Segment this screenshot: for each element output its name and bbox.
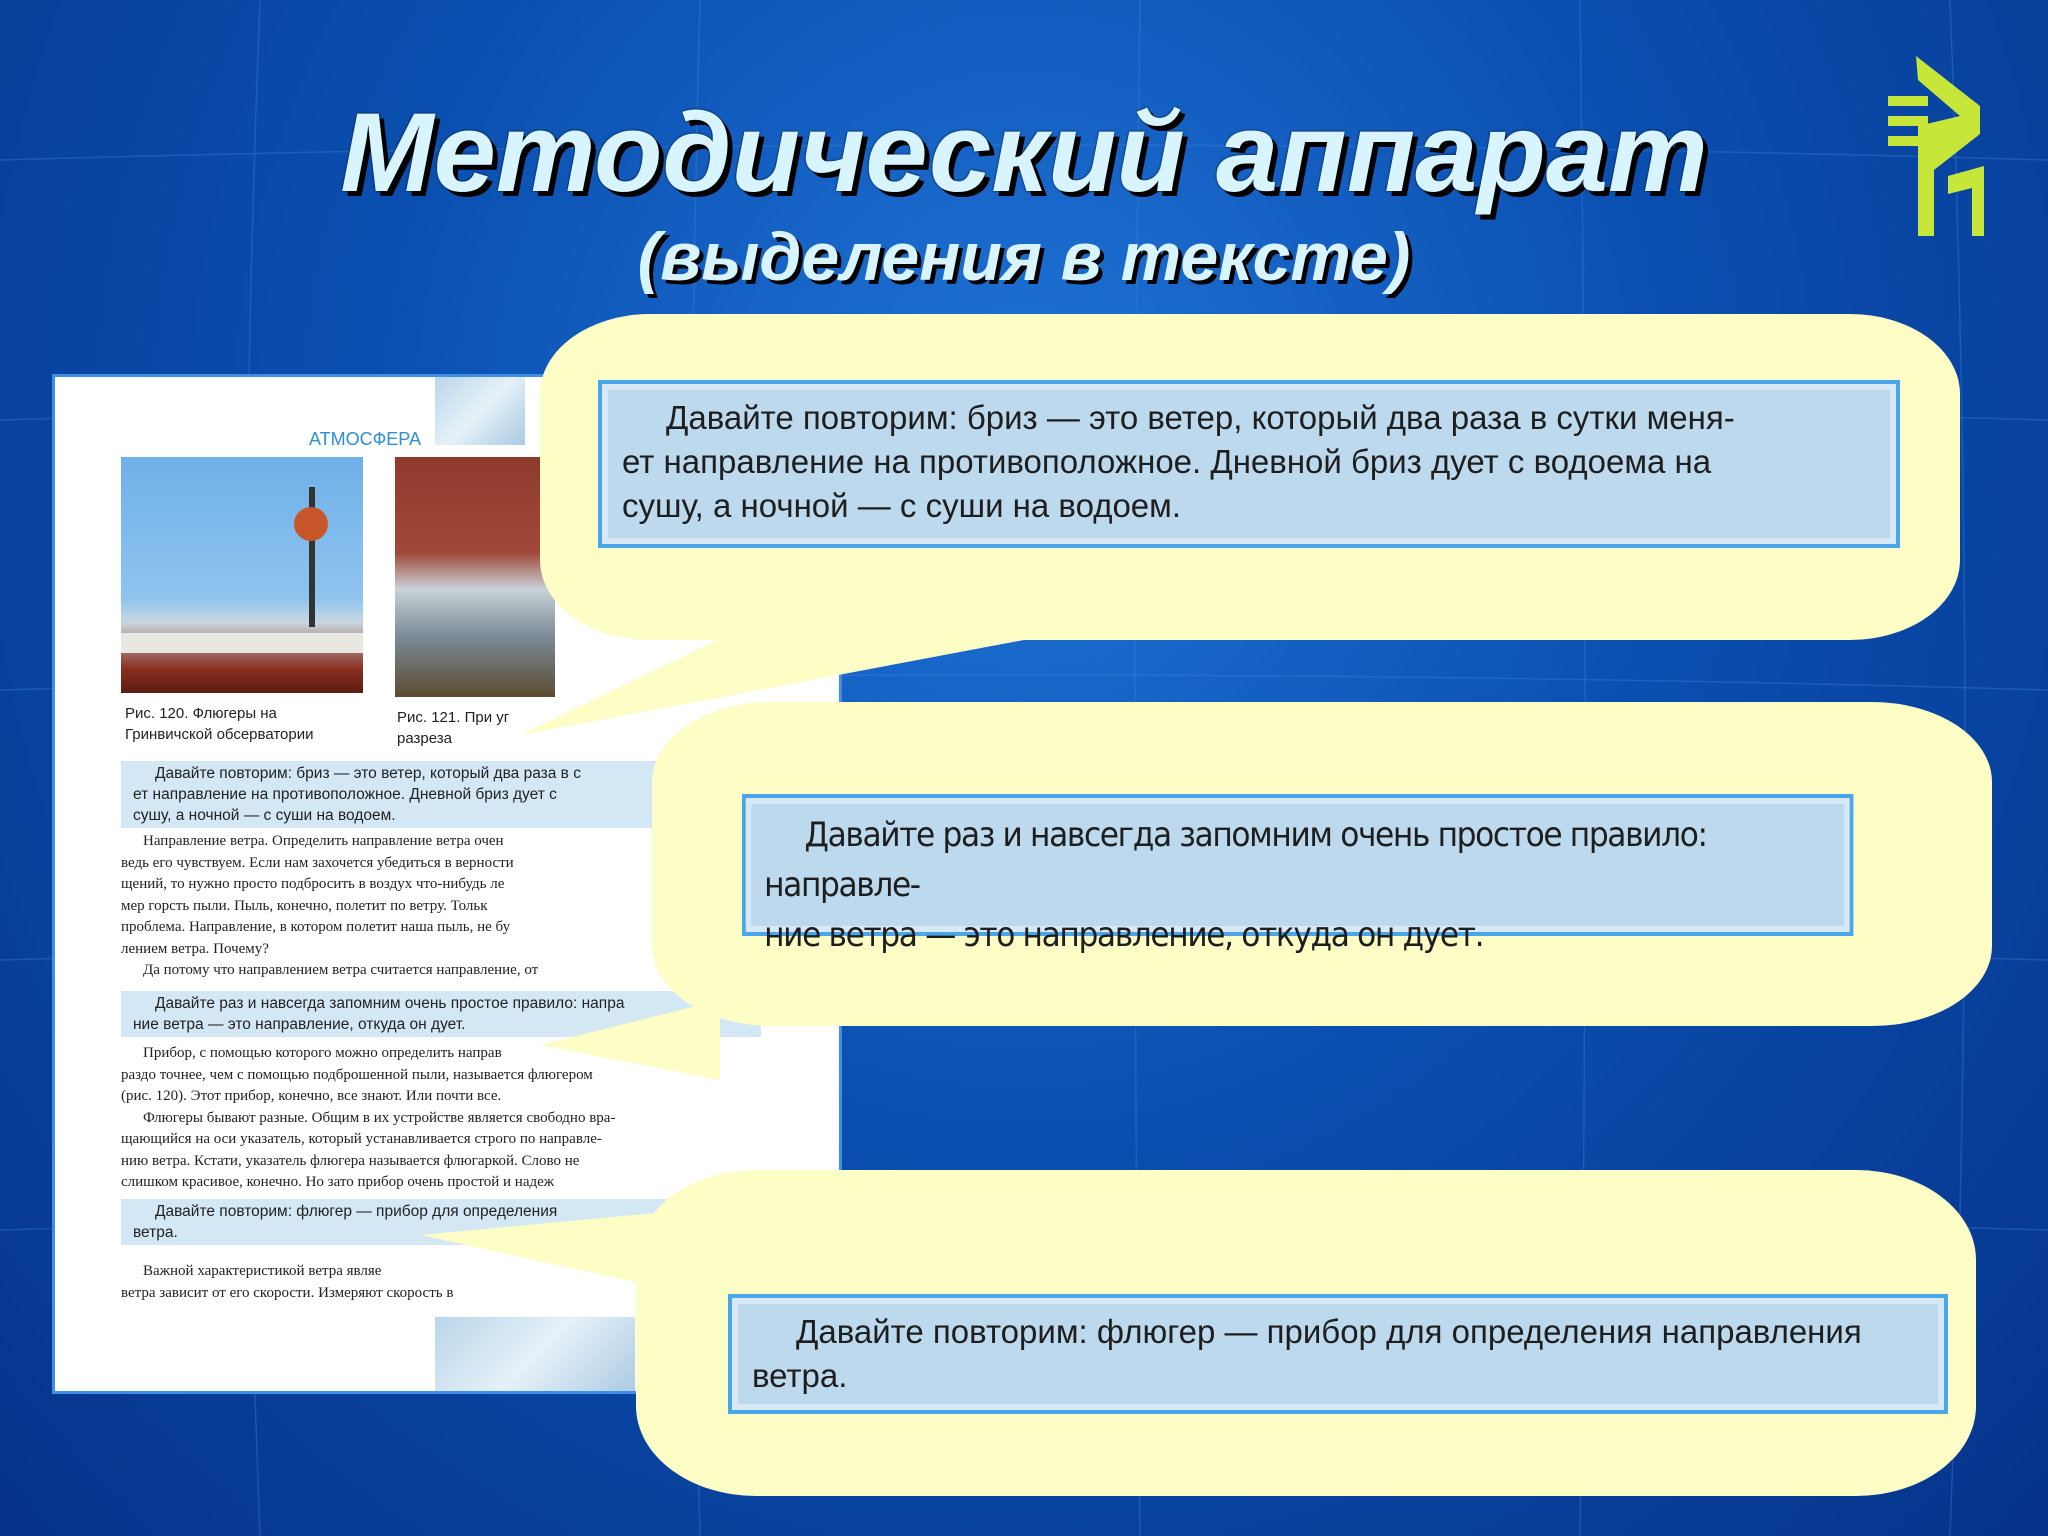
slide-subtitle: (выделения в тексте) — [637, 219, 1411, 295]
fig121-caption: Рис. 121. При уг разреза — [397, 709, 510, 747]
page-highlight-vane: Давайте повторим: флюгер — прибор для определения ветра. — [121, 1199, 761, 1245]
section-label: АТМОСФЕРА — [309, 429, 422, 449]
callout-breeze: Давайте повторим: бриз — это ветер, который два раза в сутки меня- ет направление на противоположное. Дневной бриз дует с водоема на сушу, а ночной — с суши на водоем. — [598, 380, 1900, 548]
page-highlight-breeze: Давайте повторим: бриз — это ветер, который два раза в с ет направление на противоположное. Дневной бриз дует с сушу, а ночной — с суши на водоем. — [121, 761, 761, 828]
page-highlight-wind-rule: Давайте раз и навсегда запомним очень простое правило: напра ние ветра — это направление, откуда он дует. — [121, 991, 761, 1037]
page-paragraph: Направление ветра. Определить направление ветра очен ведь его чувствуем. Если нам захочется убедиться в верности щений, то нужно просто подбросить в воздух что-нибудь ле мер горсть пыли. Пыль, конечно, полетит по ветру. Тольк проблема. Направление, в котором полетит наша пыль, не бу лением ветра. Почему? Да потому что направлением ветра считается направление, от — [121, 833, 539, 978]
callout-wind-rule: Давайте раз и навсегда запомним очень простое правило: направле- ние ветра — это направление, откуда он дует. — [742, 794, 1853, 936]
page-paragraph: Важной характеристикой ветра являе ветра зависит от его скорости. Измеряют скорость в — [121, 1263, 454, 1301]
fig120-caption: Рис. 120. Флюгеры на Гринвичской обсерватории — [125, 705, 314, 743]
callout-vane: Давайте повторим: флюгер — прибор для определения направления ветра. — [728, 1294, 1948, 1414]
page-paragraph: Прибор, с помощью которого можно определить направ раздо точнее, чем с помощью подброшенной пыли, называется флюгером (рис. 120). Этот прибор, конечно, все знают. Или почти все. Флюгеры бывают разные. Общим в их устройстве является свободно вра- щающийся на оси указатель, который устанавливается строго по направле- нию ветра. Кстати, указатель флюгера называется флюгаркой. Слово не слишком красивое, конечно. Но зато прибор очень простой и надеж — [121, 1045, 616, 1190]
slide-title: Методический аппарат — [340, 90, 1708, 215]
